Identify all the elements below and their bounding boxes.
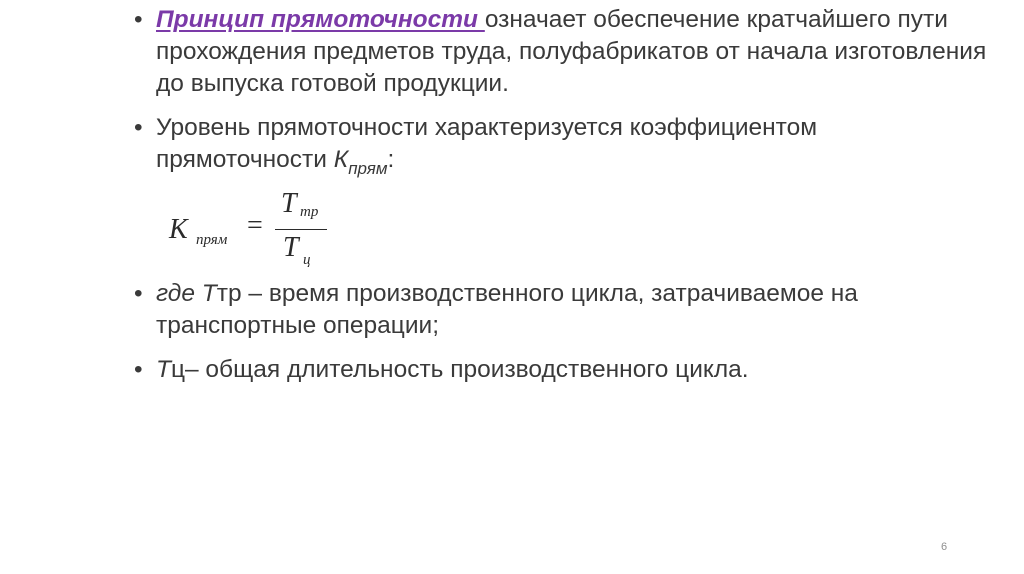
cycle-duration-prefix: Т (156, 356, 171, 383)
formula-numerator-subscript: тр (300, 204, 319, 220)
bullet-transport-time (133, 278, 993, 342)
principle-definition: означает обеспечение кратчайшего пути прохождения предметов труда, полуфабрикатов от начала изготовления до выпуска готовой продукции. (156, 6, 987, 97)
formula-row (133, 178, 993, 278)
coefficient-text: Уровень прямоточности характеризуется коэффициентом прямоточности (156, 114, 818, 173)
bullet-cycle-duration (133, 354, 993, 386)
formula-equals-sign: = (247, 210, 263, 241)
page-number: 6 (941, 541, 948, 553)
cycle-duration-text: ц– общая длительность производственного цикла. (170, 356, 749, 383)
bullet-coefficient (133, 112, 993, 178)
bullet-list (133, 4, 993, 386)
transport-time-text: тр – время производственного цикла, затрачиваемое на транспортные операции; (156, 280, 858, 339)
formula-numerator: T (281, 188, 297, 219)
coefficient-colon: : (387, 146, 395, 173)
transport-time-prefix: где Т (156, 280, 217, 307)
formula-lhs-subscript: прям (196, 232, 228, 248)
coefficient-formula (169, 188, 369, 278)
formula-fraction-bar (275, 229, 327, 230)
principle-term: Принцип прямоточности (156, 6, 485, 33)
bullet-principle (133, 4, 993, 100)
coefficient-symbol-subscript: прям (348, 159, 388, 178)
formula-lhs: K (169, 214, 188, 245)
formula-denominator: T (283, 232, 299, 263)
coefficient-symbol: К (333, 146, 349, 173)
formula-denominator-subscript: ц (303, 252, 311, 268)
